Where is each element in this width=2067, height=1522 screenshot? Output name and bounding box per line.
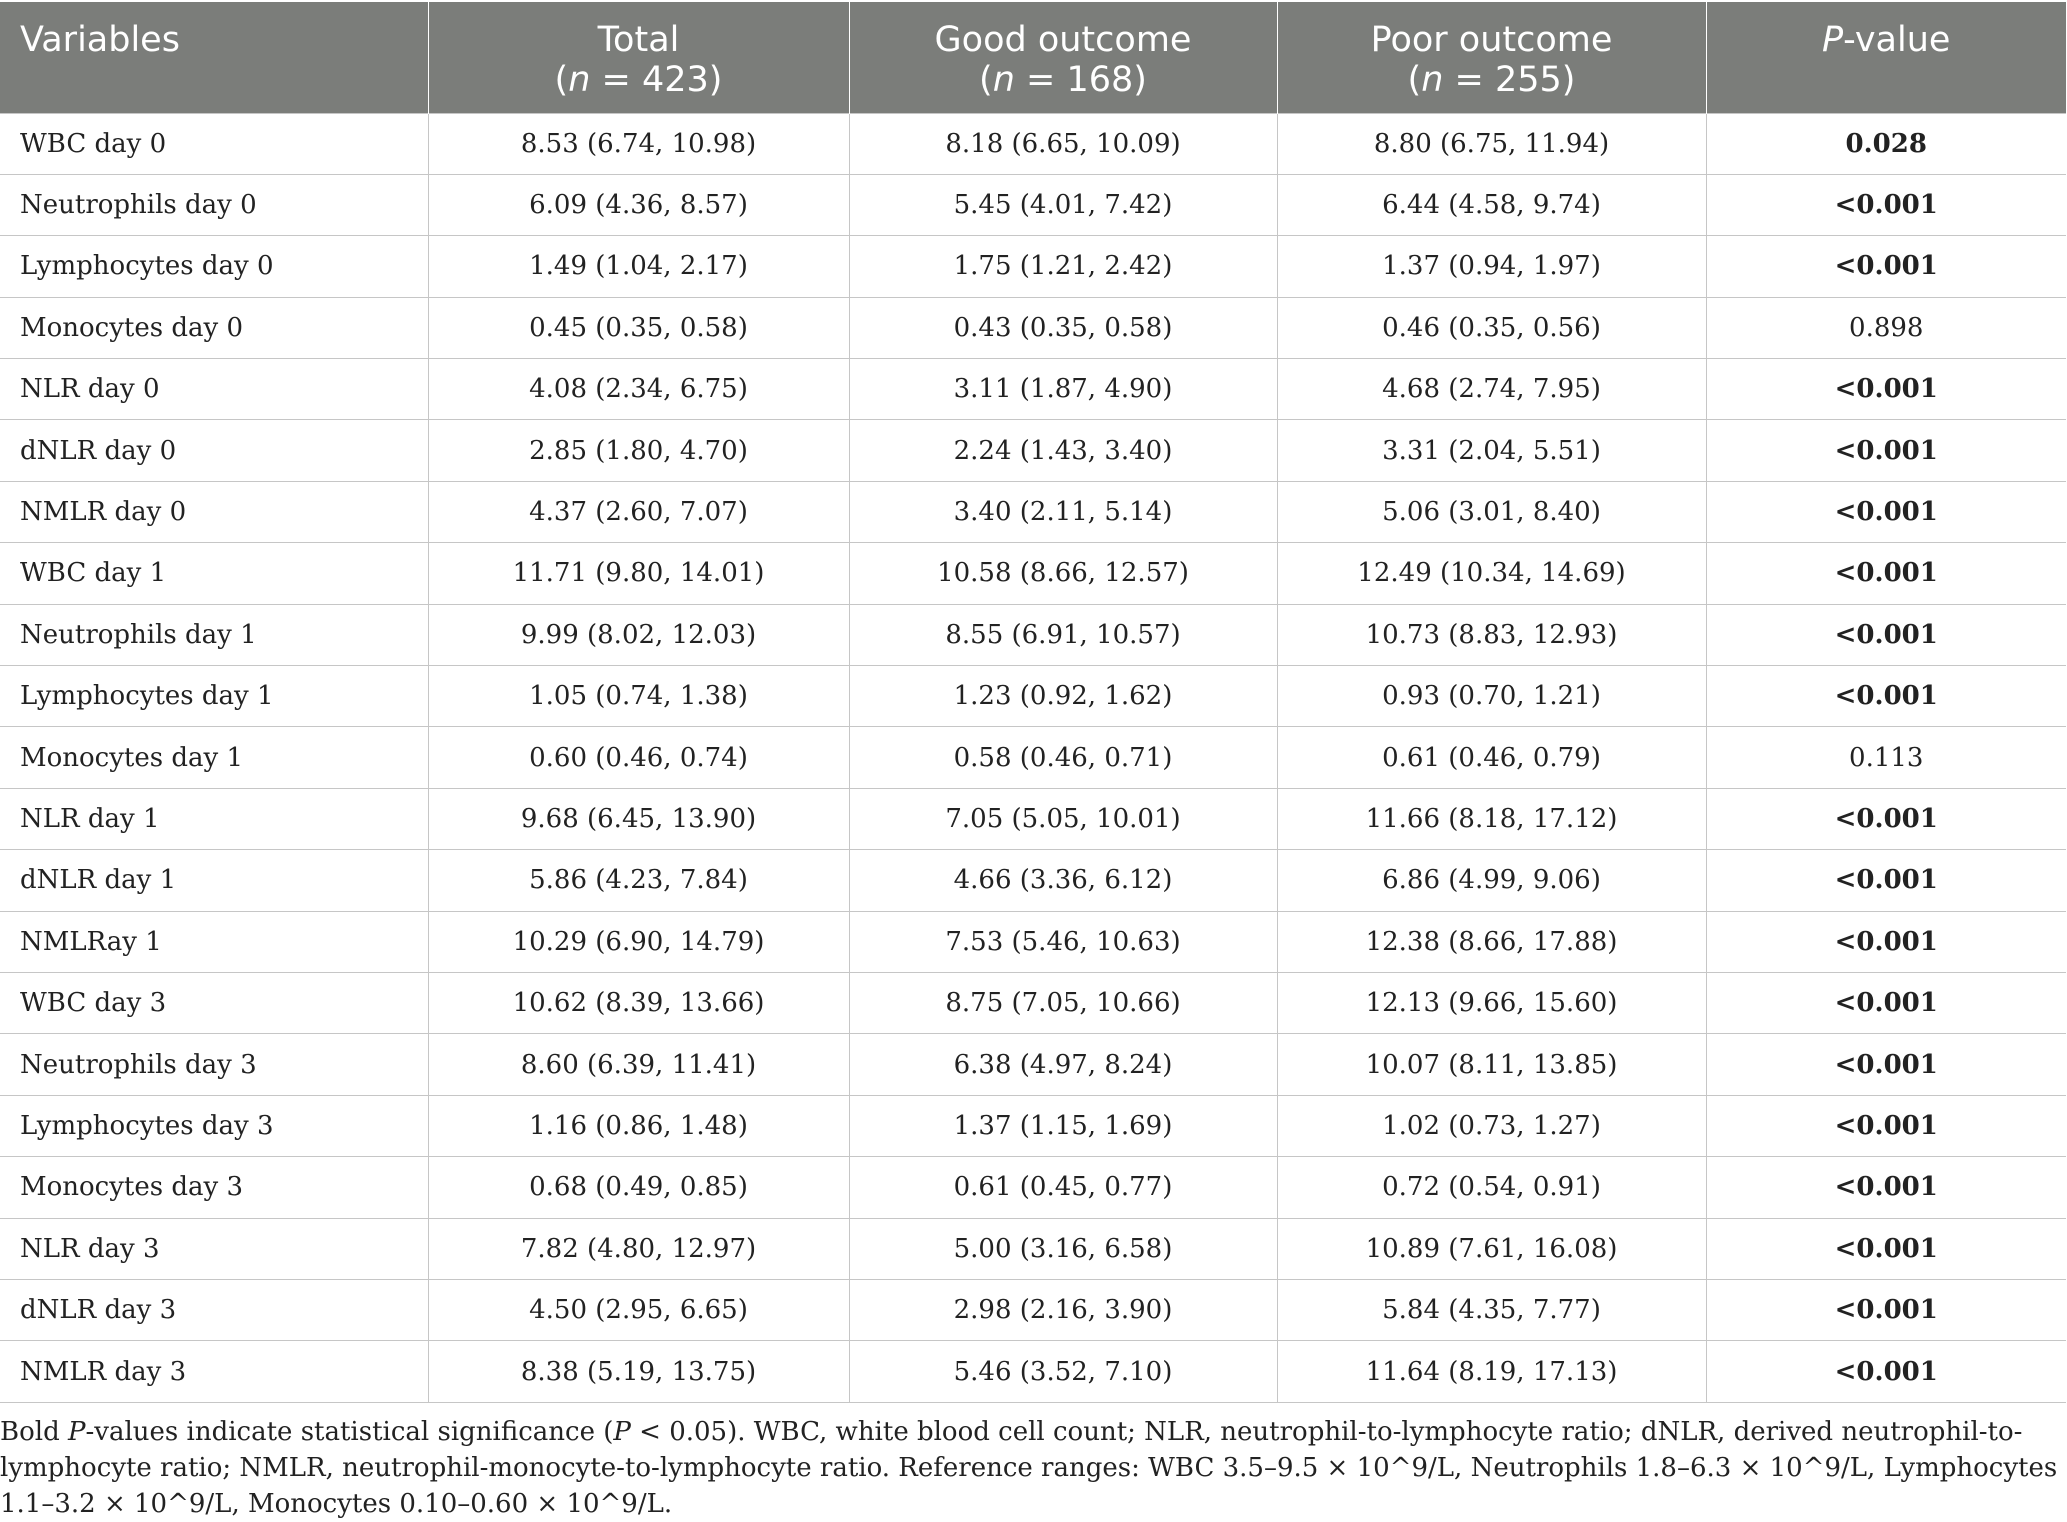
cell-variable: Monocytes day 1 — [0, 727, 428, 788]
cell-total: 0.60 (0.46, 0.74) — [428, 727, 849, 788]
cell-poor-outcome: 0.61 (0.46, 0.79) — [1277, 727, 1706, 788]
table-row — [0, 543, 2066, 604]
cell-poor-outcome: 1.02 (0.73, 1.27) — [1277, 1095, 1706, 1156]
header-variables-label: Variables — [20, 20, 180, 60]
cell-good-outcome: 1.37 (1.15, 1.69) — [849, 1095, 1277, 1156]
cell-good-outcome: 8.55 (6.91, 10.57) — [849, 604, 1277, 665]
cell-p-value: <0.001 — [1706, 174, 2066, 235]
cell-poor-outcome: 0.93 (0.70, 1.21) — [1277, 666, 1706, 727]
cell-poor-outcome: 10.73 (8.83, 12.93) — [1277, 604, 1706, 665]
cell-variable: NLR day 1 — [0, 788, 428, 849]
table-row — [0, 1034, 2066, 1095]
cell-good-outcome: 2.98 (2.16, 3.90) — [849, 1279, 1277, 1340]
cell-p-value: <0.001 — [1706, 1279, 2066, 1340]
cell-variable: dNLR day 0 — [0, 420, 428, 481]
cell-total: 7.82 (4.80, 12.97) — [428, 1218, 849, 1279]
header-good-n: (n = 168) — [979, 60, 1147, 100]
header-poor-n: (n = 255) — [1407, 60, 1576, 100]
cell-good-outcome: 5.46 (3.52, 7.10) — [849, 1341, 1277, 1402]
table-header-row — [0, 2, 2066, 113]
cell-total: 0.45 (0.35, 0.58) — [428, 297, 849, 358]
cell-total: 8.53 (6.74, 10.98) — [428, 113, 849, 174]
footnote-p-italic-1: P — [67, 1417, 86, 1447]
cell-good-outcome: 7.53 (5.46, 10.63) — [849, 911, 1277, 972]
cell-variable: Monocytes day 3 — [0, 1157, 428, 1218]
cell-poor-outcome: 5.06 (3.01, 8.40) — [1277, 481, 1706, 542]
cell-p-value: <0.001 — [1706, 543, 2066, 604]
cell-poor-outcome: 6.44 (4.58, 9.74) — [1277, 174, 1706, 235]
cell-p-value: <0.001 — [1706, 666, 2066, 727]
cell-variable: dNLR day 1 — [0, 850, 428, 911]
header-total-n: (n = 423) — [554, 60, 723, 100]
cell-good-outcome: 5.45 (4.01, 7.42) — [849, 174, 1277, 235]
cell-total: 11.71 (9.80, 14.01) — [428, 543, 849, 604]
table-row — [0, 911, 2066, 972]
cell-p-value: 0.028 — [1706, 113, 2066, 174]
results-table — [0, 2, 2066, 1403]
cell-p-value: 0.898 — [1706, 297, 2066, 358]
cell-poor-outcome: 11.64 (8.19, 17.13) — [1277, 1341, 1706, 1402]
header-p-italic: P — [1822, 20, 1844, 60]
footnote-part1: Bold — [0, 1417, 68, 1447]
cell-poor-outcome: 5.84 (4.35, 7.77) — [1277, 1279, 1706, 1340]
cell-good-outcome: 1.75 (1.21, 2.42) — [849, 236, 1277, 297]
cell-total: 5.86 (4.23, 7.84) — [428, 850, 849, 911]
cell-total: 8.38 (5.19, 13.75) — [428, 1341, 849, 1402]
cell-total: 1.05 (0.74, 1.38) — [428, 666, 849, 727]
cell-total: 6.09 (4.36, 8.57) — [428, 174, 849, 235]
cell-good-outcome: 0.43 (0.35, 0.58) — [849, 297, 1277, 358]
cell-variable: Lymphocytes day 0 — [0, 236, 428, 297]
cell-good-outcome: 7.05 (5.05, 10.01) — [849, 788, 1277, 849]
table-footnote — [0, 1414, 2060, 1522]
cell-p-value: <0.001 — [1706, 850, 2066, 911]
table-row — [0, 174, 2066, 235]
cell-total: 4.37 (2.60, 7.07) — [428, 481, 849, 542]
cell-p-value: <0.001 — [1706, 1095, 2066, 1156]
cell-poor-outcome: 8.80 (6.75, 11.94) — [1277, 113, 1706, 174]
cell-variable: NLR day 3 — [0, 1218, 428, 1279]
cell-total: 1.16 (0.86, 1.48) — [428, 1095, 849, 1156]
cell-total: 8.60 (6.39, 11.41) — [428, 1034, 849, 1095]
cell-variable: Lymphocytes day 3 — [0, 1095, 428, 1156]
table-row — [0, 113, 2066, 174]
header-p-rest: -value — [1843, 20, 1951, 60]
cell-poor-outcome: 10.07 (8.11, 13.85) — [1277, 1034, 1706, 1095]
table-row — [0, 236, 2066, 297]
cell-variable: WBC day 3 — [0, 972, 428, 1033]
cell-variable: WBC day 1 — [0, 543, 428, 604]
cell-total: 10.62 (8.39, 13.66) — [428, 972, 849, 1033]
cell-total: 4.50 (2.95, 6.65) — [428, 1279, 849, 1340]
cell-poor-outcome: 0.72 (0.54, 0.91) — [1277, 1157, 1706, 1218]
cell-variable: NMLRay 1 — [0, 911, 428, 972]
cell-total: 9.99 (8.02, 12.03) — [428, 604, 849, 665]
table-row — [0, 1218, 2066, 1279]
header-total — [428, 2, 849, 113]
table-row — [0, 1341, 2066, 1402]
cell-p-value: <0.001 — [1706, 911, 2066, 972]
header-good-outcome — [849, 2, 1277, 113]
table-row — [0, 1095, 2066, 1156]
cell-p-value: 0.113 — [1706, 727, 2066, 788]
cell-variable: dNLR day 3 — [0, 1279, 428, 1340]
cell-total: 10.29 (6.90, 14.79) — [428, 911, 849, 972]
cell-variable: NLR day 0 — [0, 359, 428, 420]
cell-p-value: <0.001 — [1706, 236, 2066, 297]
cell-p-value: <0.001 — [1706, 972, 2066, 1033]
table-row — [0, 1279, 2066, 1340]
table-row — [0, 666, 2066, 727]
cell-p-value: <0.001 — [1706, 788, 2066, 849]
cell-poor-outcome: 0.46 (0.35, 0.56) — [1277, 297, 1706, 358]
header-poor-outcome — [1277, 2, 1706, 113]
cell-p-value: <0.001 — [1706, 1218, 2066, 1279]
cell-p-value: <0.001 — [1706, 481, 2066, 542]
footnote-part3: < 0.05). WBC, white blood cell count; NLR, neutrophil-to-lymphocyte ratio; dNLR, derived neutrophil-to-lymphocyte ratio; NMLR, neutrophil-monocyte-to-lymphocyte ratio. Reference ranges: WBC 3.5–9.5 × 10^9/L, Neutrophils 1.8–6.3 × 10^9/L, Lymphocytes 1.1–3.2 × 10^9/L, Monocytes 0.10–0.60 × 10^9/L. — [0, 1417, 2058, 1519]
cell-variable: NMLR day 3 — [0, 1341, 428, 1402]
cell-variable: Neutrophils day 1 — [0, 604, 428, 665]
cell-good-outcome: 4.66 (3.36, 6.12) — [849, 850, 1277, 911]
table-row — [0, 788, 2066, 849]
cell-good-outcome: 6.38 (4.97, 8.24) — [849, 1034, 1277, 1095]
cell-poor-outcome: 12.38 (8.66, 17.88) — [1277, 911, 1706, 972]
cell-good-outcome: 8.75 (7.05, 10.66) — [849, 972, 1277, 1033]
cell-variable: NMLR day 0 — [0, 481, 428, 542]
cell-variable: Monocytes day 0 — [0, 297, 428, 358]
table-row — [0, 972, 2066, 1033]
cell-poor-outcome: 12.49 (10.34, 14.69) — [1277, 543, 1706, 604]
header-p-value — [1706, 2, 2066, 113]
cell-poor-outcome: 12.13 (9.66, 15.60) — [1277, 972, 1706, 1033]
header-variables — [0, 2, 428, 113]
footnote-part2: -values indicate statistical significance ( — [85, 1417, 614, 1447]
table-row — [0, 481, 2066, 542]
cell-good-outcome: 10.58 (8.66, 12.57) — [849, 543, 1277, 604]
header-total-label: Total — [597, 20, 680, 60]
cell-p-value: <0.001 — [1706, 1157, 2066, 1218]
cell-good-outcome: 1.23 (0.92, 1.62) — [849, 666, 1277, 727]
cell-total: 1.49 (1.04, 2.17) — [428, 236, 849, 297]
cell-good-outcome: 3.40 (2.11, 5.14) — [849, 481, 1277, 542]
table-row — [0, 604, 2066, 665]
cell-poor-outcome: 3.31 (2.04, 5.51) — [1277, 420, 1706, 481]
table-row — [0, 1157, 2066, 1218]
cell-p-value: <0.001 — [1706, 1341, 2066, 1402]
cell-poor-outcome: 1.37 (0.94, 1.97) — [1277, 236, 1706, 297]
cell-good-outcome: 8.18 (6.65, 10.09) — [849, 113, 1277, 174]
cell-poor-outcome: 11.66 (8.18, 17.12) — [1277, 788, 1706, 849]
cell-total: 0.68 (0.49, 0.85) — [428, 1157, 849, 1218]
cell-poor-outcome: 6.86 (4.99, 9.06) — [1277, 850, 1706, 911]
cell-good-outcome: 0.61 (0.45, 0.77) — [849, 1157, 1277, 1218]
table-row — [0, 297, 2066, 358]
cell-p-value: <0.001 — [1706, 420, 2066, 481]
table-row — [0, 850, 2066, 911]
header-poor-label: Poor outcome — [1370, 20, 1613, 60]
cell-poor-outcome: 10.89 (7.61, 16.08) — [1277, 1218, 1706, 1279]
cell-variable: Lymphocytes day 1 — [0, 666, 428, 727]
cell-variable: WBC day 0 — [0, 113, 428, 174]
cell-good-outcome: 3.11 (1.87, 4.90) — [849, 359, 1277, 420]
table-row — [0, 727, 2066, 788]
cell-p-value: <0.001 — [1706, 1034, 2066, 1095]
cell-total: 2.85 (1.80, 4.70) — [428, 420, 849, 481]
cell-poor-outcome: 4.68 (2.74, 7.95) — [1277, 359, 1706, 420]
cell-total: 4.08 (2.34, 6.75) — [428, 359, 849, 420]
cell-total: 9.68 (6.45, 13.90) — [428, 788, 849, 849]
table-body — [0, 113, 2066, 1402]
cell-variable: Neutrophils day 3 — [0, 1034, 428, 1095]
table-row — [0, 420, 2066, 481]
cell-variable: Neutrophils day 0 — [0, 174, 428, 235]
cell-good-outcome: 2.24 (1.43, 3.40) — [849, 420, 1277, 481]
cell-good-outcome: 0.58 (0.46, 0.71) — [849, 727, 1277, 788]
header-good-label: Good outcome — [934, 20, 1192, 60]
footnote-p-italic-2: P — [613, 1417, 631, 1447]
cell-p-value: <0.001 — [1706, 359, 2066, 420]
table-row — [0, 359, 2066, 420]
cell-p-value: <0.001 — [1706, 604, 2066, 665]
cell-good-outcome: 5.00 (3.16, 6.58) — [849, 1218, 1277, 1279]
